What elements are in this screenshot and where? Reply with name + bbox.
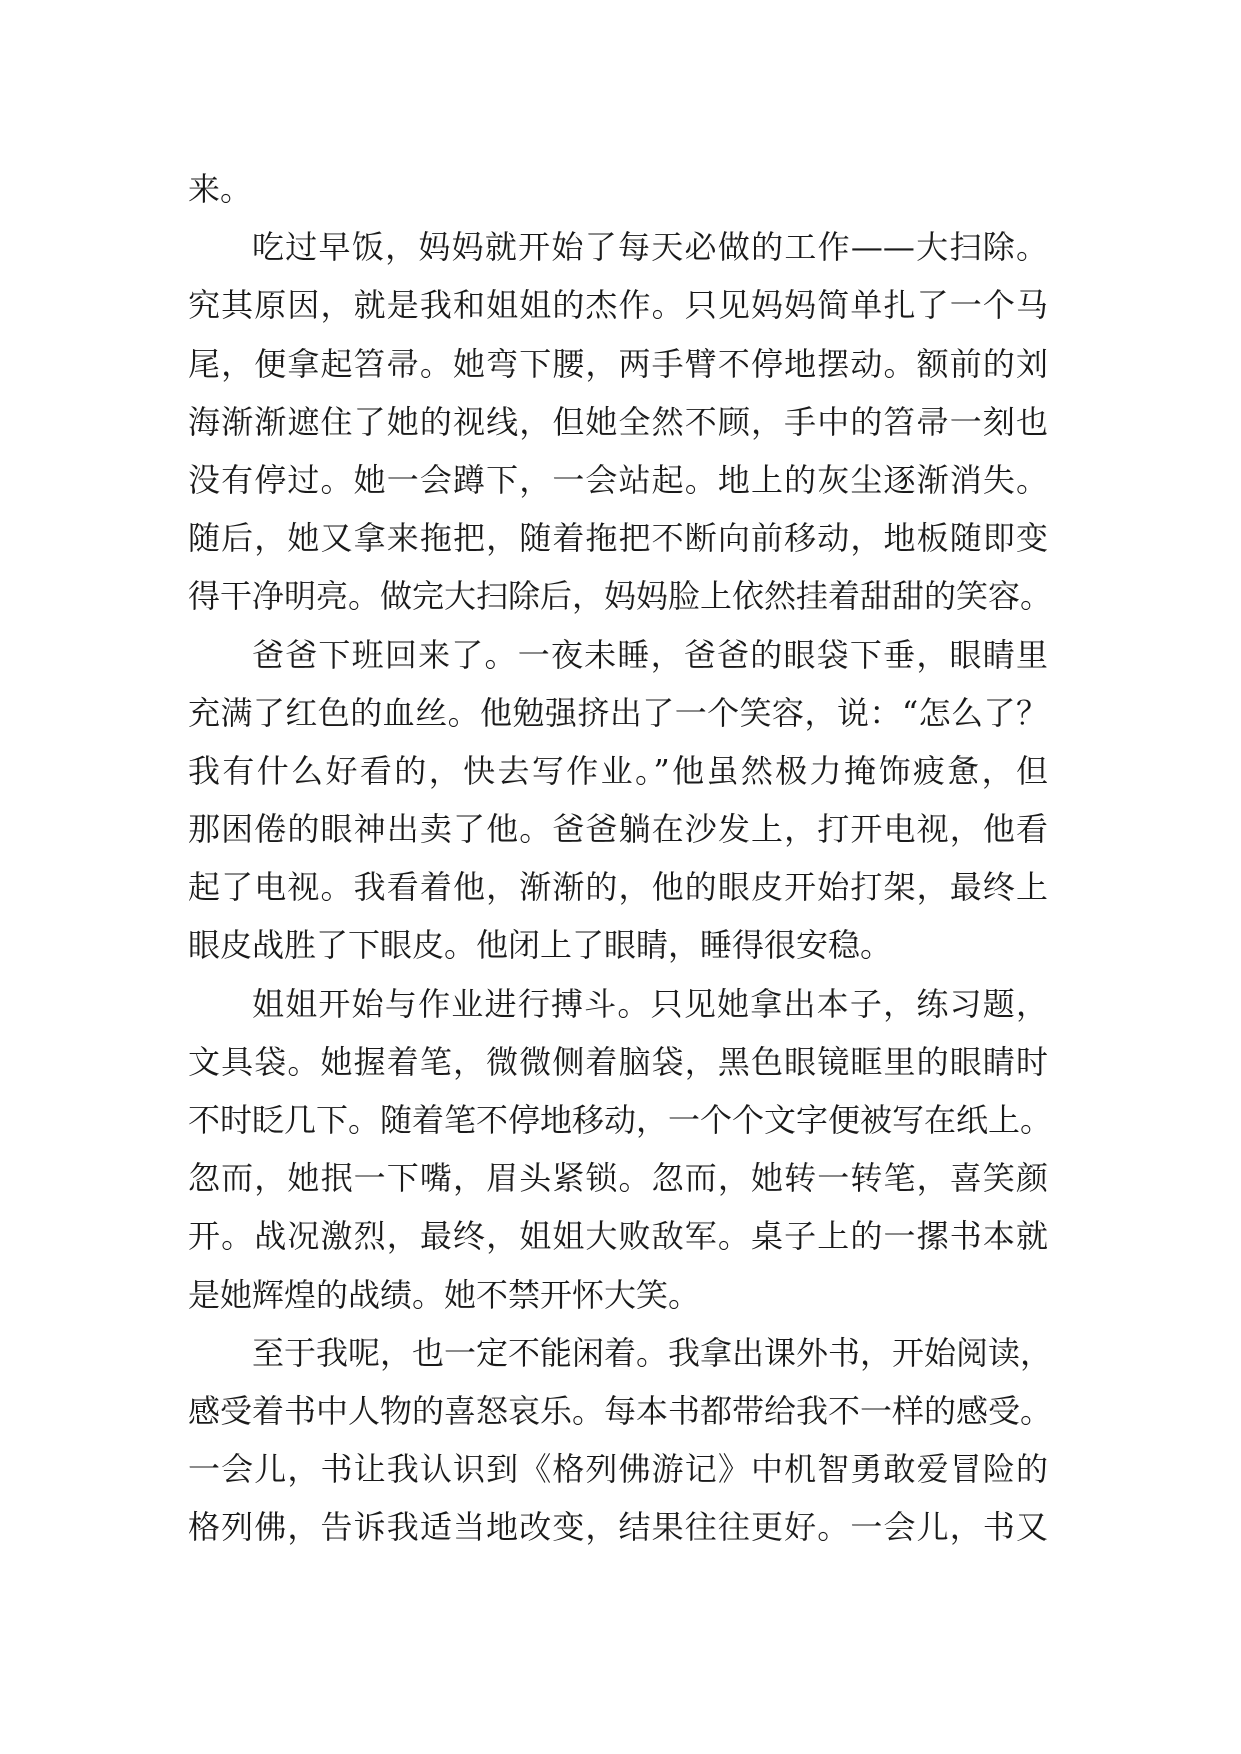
text-line: 那困倦的眼神出卖了他。爸爸躺在沙发上，打开电视，他看 bbox=[188, 810, 1048, 849]
text-line: 一会儿，书让我认识到《格列佛游记》中机智勇敢爱冒险的 bbox=[188, 1450, 1048, 1489]
text-line: 开。战况激烈，最终，姐姐大败敌军。桌子上的一摞书本就 bbox=[188, 1217, 1048, 1256]
text-line: 忽而，她抿一下嘴，眉头紧锁。忽而，她转一转笔，喜笑颜 bbox=[188, 1159, 1048, 1198]
text-line: 格列佛，告诉我适当地改变，结果往往更好。一会儿，书又 bbox=[188, 1508, 1048, 1547]
text-line: 眼皮战胜了下眼皮。他闭上了眼睛，睡得很安稳。 bbox=[188, 926, 893, 965]
text-line: 吃过早饭，妈妈就开始了每天必做的工作——大扫除。 bbox=[252, 228, 1048, 267]
text-line: 感受着书中人物的喜怒哀乐。每本书都带给我不一样的感受。 bbox=[188, 1391, 1053, 1430]
text-line: 是她辉煌的战绩。她不禁开怀大笑。 bbox=[188, 1275, 701, 1314]
text-line: 爸爸下班回来了。一夜未睡，爸爸的眼袋下垂，眼睛里 bbox=[252, 635, 1048, 674]
text-line: 来。 bbox=[188, 170, 253, 208]
text-line: 海渐渐遮住了她的视线，但她全然不顾，手中的笤帚一刻也 bbox=[188, 402, 1048, 441]
text-line: 我有什么好看的，快去写作业。”他虽然极力掩饰疲惫，但 bbox=[188, 751, 1048, 790]
text-line: 没有停过。她一会蹲下，一会站起。地上的灰尘逐渐消失。 bbox=[188, 460, 1048, 499]
text-line: 得干净明亮。做完大扫除后，妈妈脸上依然挂着甜甜的笑容。 bbox=[188, 577, 1053, 616]
text-line: 充满了红色的血丝。他勉强挤出了一个笑容，说：“怎么了？ bbox=[188, 693, 1048, 732]
text-line: 究其原因，就是我和姐姐的杰作。只见妈妈简单扎了一个马 bbox=[188, 286, 1048, 325]
text-line: 至于我呢，也一定不能闲着。我拿出课外书，开始阅读， bbox=[252, 1333, 1053, 1372]
text-line: 不时眨几下。随着笔不停地移动，一个个文字便被写在纸上。 bbox=[188, 1101, 1053, 1139]
text-line: 尾，便拿起笤帚。她弯下腰，两手臂不停地摆动。额前的刘 bbox=[188, 344, 1048, 383]
text-line: 文具袋。她握着笔，微微侧着脑袋，黑色眼镜眶里的眼睛时 bbox=[188, 1042, 1048, 1081]
text-line: 起了电视。我看着他，渐渐的，他的眼皮开始打架，最终上 bbox=[188, 868, 1048, 907]
document-body bbox=[188, 160, 1053, 1557]
text-line: 姐姐开始与作业进行搏斗。只见她拿出本子，练习题， bbox=[252, 984, 1048, 1023]
text-line: 随后，她又拿来拖把，随着拖把不断向前移动，地板随即变 bbox=[188, 519, 1048, 558]
